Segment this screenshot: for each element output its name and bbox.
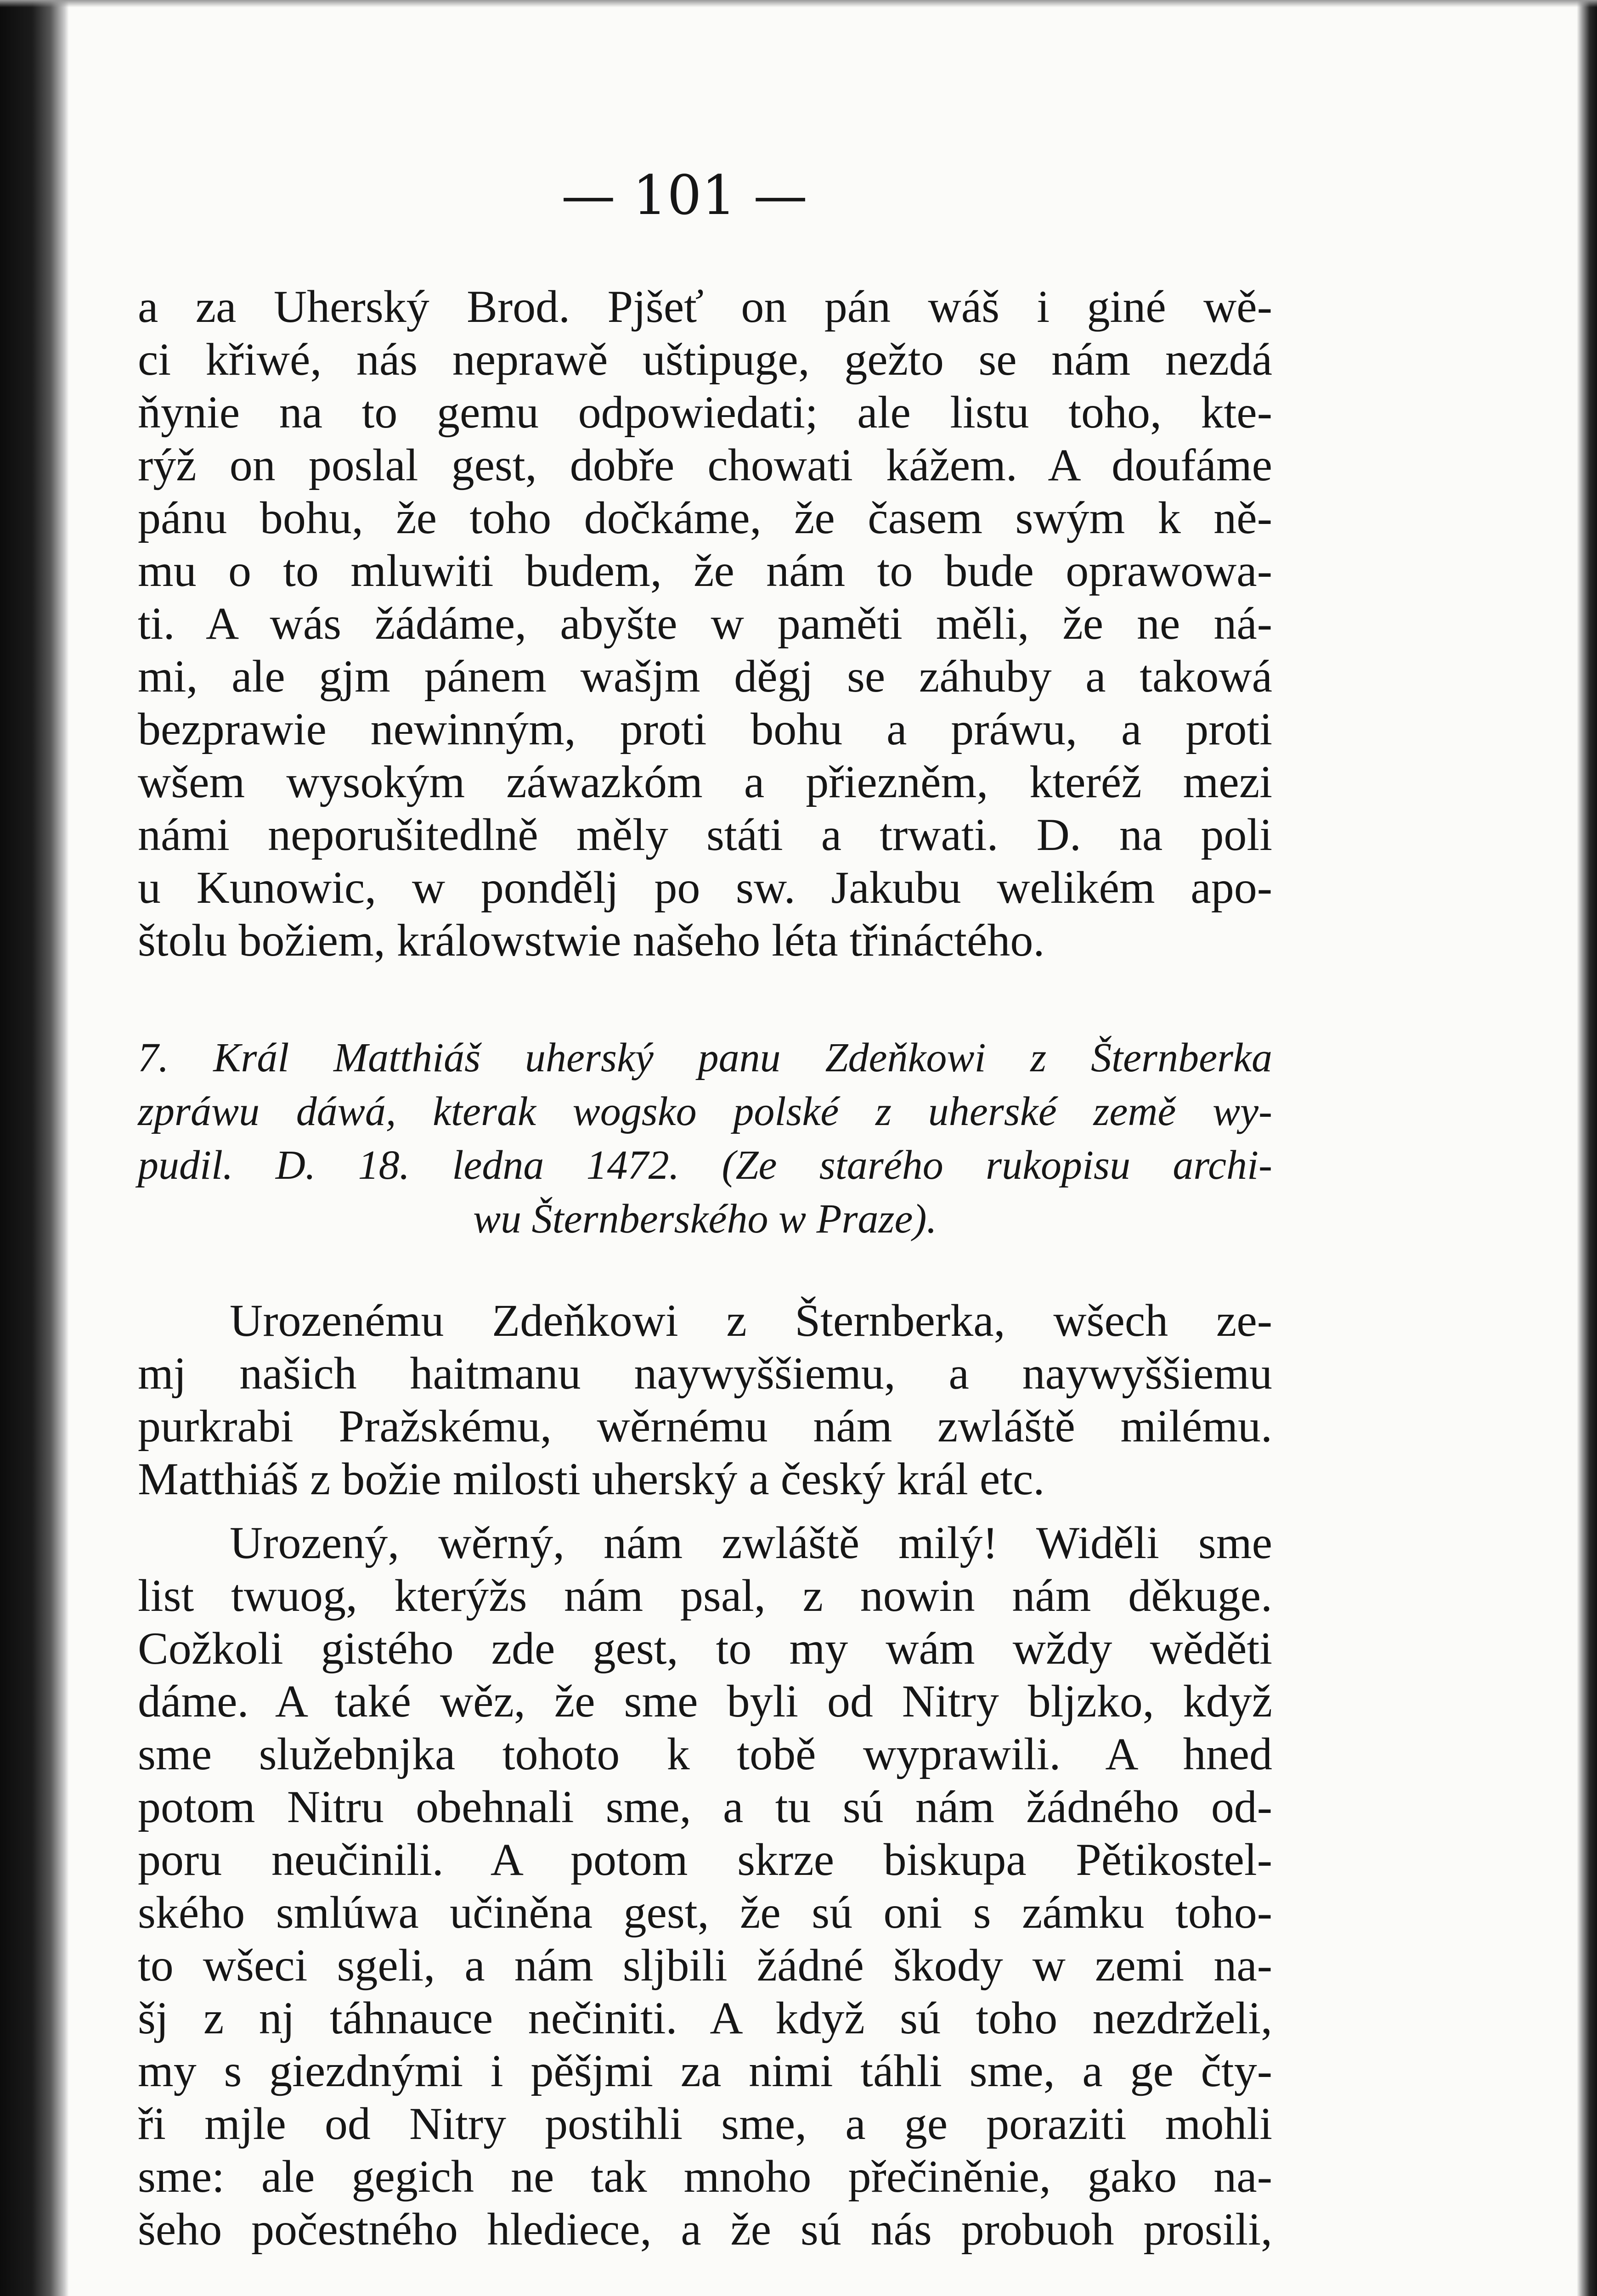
page-number: — 101 — <box>561 163 808 227</box>
text-line: sme: ale gegich ne tak mnoho přečiněnie, gako na- <box>138 2151 1272 2202</box>
heading-line: zpráwu dáwá, kterak wogsko polské z uherské země wy- <box>138 1089 1272 1134</box>
text-line: ři mjle od Nitry postihli sme, a ge poraziti mohli <box>138 2098 1272 2149</box>
paragraph-letter-ending <box>138 280 1272 967</box>
text-line: šj z nj táhnauce nečiniti. A když sú toho nezdrželi, <box>138 1992 1272 2043</box>
text-line: wšem wysokým záwazkóm a přiezněm, kteréž mezi <box>138 756 1272 807</box>
heading-line: pudil. D. 18. ledna 1472. (Ze starého rukopisu archi- <box>138 1142 1272 1188</box>
text-line: mu o to mluwiti budem, že nám to bude oprawowa- <box>138 545 1272 596</box>
heading-line: wu Šternberského w Praze). <box>473 1196 937 1242</box>
text-line: ského smlúwa učiněna gest, že sú oni s zámku toho- <box>138 1887 1272 1938</box>
heading-line: 7. Král Matthiáš uherský panu Zdeňkowi z Šternberka <box>138 1035 1272 1080</box>
page-top-shadow <box>0 0 1597 7</box>
letter-heading <box>138 1031 1272 1246</box>
text-line: a za Uherský Brod. Pjšeť on pán wáš i giné wě- <box>138 281 1272 332</box>
text-line: poru neučinili. A potom skrze biskupa Pětikostel- <box>138 1834 1272 1885</box>
text-line: ti. A wás žádáme, abyšte w paměti měli, že ne ná- <box>138 598 1272 649</box>
text-line: Urozenému Zdeňkowi z Šternberka, wšech ze- <box>230 1295 1272 1346</box>
text-line: ci křiwé, nás neprawě uštipuge, gežto se nám nezdá <box>138 334 1272 385</box>
letter-body <box>138 1516 1272 2256</box>
text-line: Matthiáš z božie milosti uherský a český král etc. <box>138 1453 1045 1504</box>
text-line: námi neporušitedlně měly státi a trwati. D. na poli <box>138 809 1272 860</box>
page-edge-shadow <box>1577 0 1597 2296</box>
text-line: potom Nitru obehnali sme, a tu sú nám žádného od- <box>138 1781 1272 1832</box>
text-line: štolu božiem, králowstwie našeho léta třináctého. <box>138 915 1045 966</box>
text-line: bezprawie newinným, proti bohu a práwu, a proti <box>138 703 1272 754</box>
text-line: mj našich haitmanu naywyššiemu, a naywyššiemu <box>138 1348 1272 1399</box>
text-line: šeho počestného hlediece, a že sú nás probuoh prosili, <box>138 2204 1272 2255</box>
page-binding-shadow <box>0 0 69 2296</box>
text-line: mi, ale gjm pánem wašjm děgj se záhuby a takowá <box>138 651 1272 702</box>
letter-address <box>138 1294 1272 1505</box>
text-line: my s giezdnými i pěšjmi za nimi táhli sme, a ge čty- <box>138 2045 1272 2096</box>
text-line: list twuog, kterýžs nám psal, z nowin nám děkuge. <box>138 1570 1272 1621</box>
text-line: Cožkoli gistého zde gest, to my wám wždy wěděti <box>138 1623 1272 1674</box>
text-line: to wšeci sgeli, a nám sljbili žádné škody w zemi na- <box>138 1940 1272 1991</box>
text-line: ňynie na to gemu odpowiedati; ale listu toho, kte- <box>138 387 1272 438</box>
text-line: Urozený, wěrný, nám zwláště milý! Widěli sme <box>230 1517 1272 1568</box>
text-line: sme služebnjka tohoto k tobě wyprawili. A hned <box>138 1728 1272 1779</box>
text-line: pánu bohu, že toho dočkáme, že časem swým k ně- <box>138 492 1272 543</box>
text-line: dáme. A také wěz, že sme byli od Nitry blјzko, když <box>138 1676 1272 1727</box>
text-line: purkrabi Pražskému, wěrnému nám zwláště milému. <box>138 1401 1272 1452</box>
text-line: rýž on poslal gest, dobře chowati kážem. A doufáme <box>138 439 1272 490</box>
text-line: u Kunowic, w pondělj po sw. Jakubu welikém apo- <box>138 862 1272 913</box>
